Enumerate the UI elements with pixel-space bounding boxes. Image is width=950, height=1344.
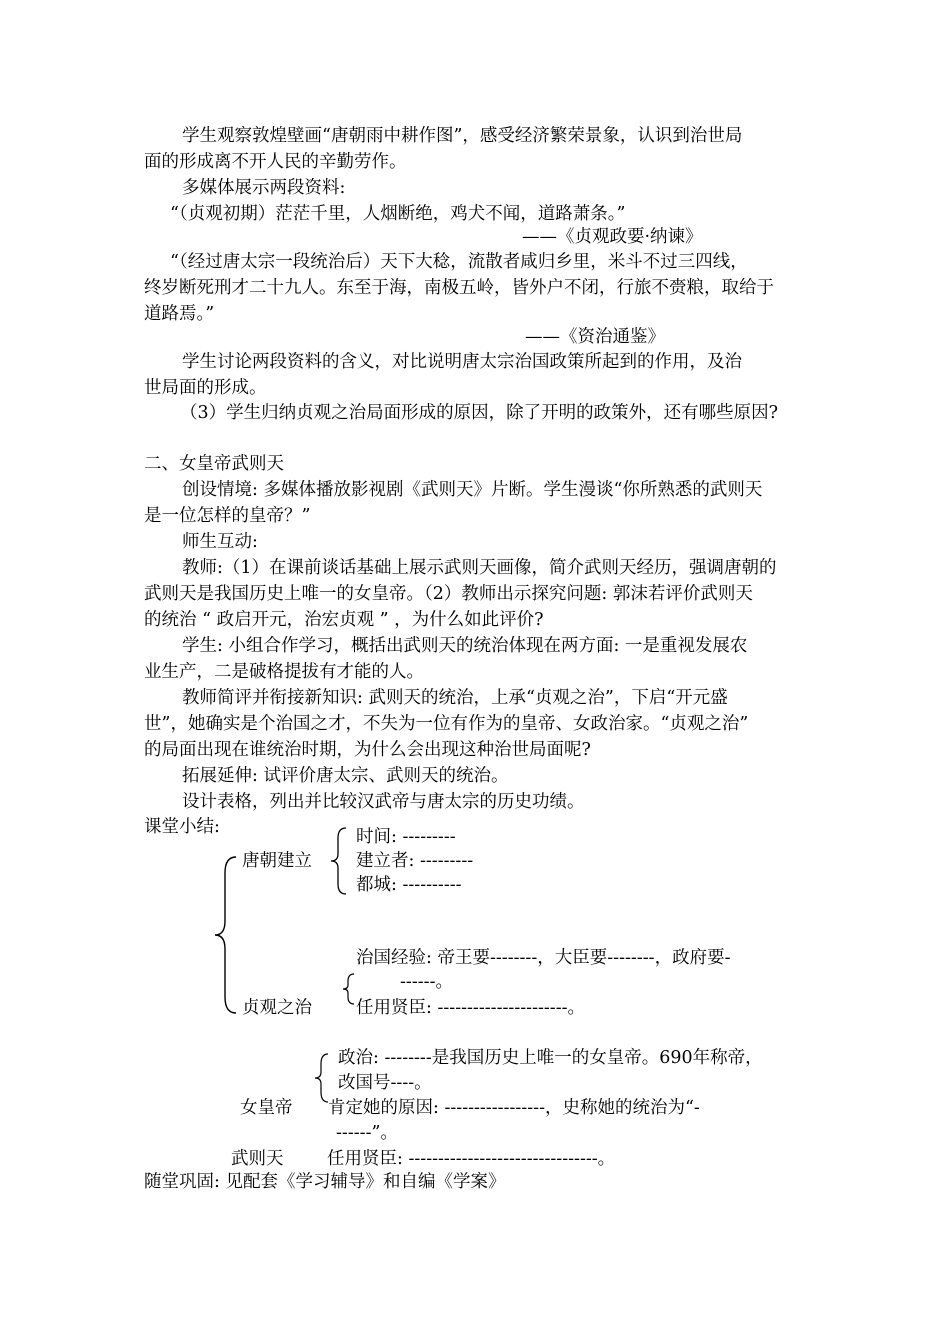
paragraph-design-table: 设计表格，列出并比较汉武帝与唐太宗的历史功绩。 (182, 792, 585, 812)
in-class-consolidation: 随堂巩固: 见配套《学习辅导》和自编《学案》 (144, 1172, 506, 1192)
quote-tang-taizong-line3: 道路焉。” (144, 304, 215, 324)
paragraph-students-line1: 学生: 小组合作学习，概括出武则天的统治体现在两方面: 一是重视发展农 (182, 636, 748, 656)
paragraph-extension: 拓展延伸: 试评价唐太宗、武则天的统治。 (182, 766, 509, 786)
paragraph-students-line2: 业生产，二是破格提拔有才能的人。 (144, 662, 424, 682)
outer-brace-icon (212, 855, 242, 1015)
paragraph-scenario-line2: 是一位怎样的皇帝？” (144, 506, 311, 526)
quote-source-zhenguan-zhengyao: ——《贞观政要·纳谏》 (522, 227, 703, 247)
paragraph-teacher-line2: 武则天是我国历史上唯一的女皇帝。（2）教师出示探究问题: 郭沫若评价武则天 (144, 584, 753, 604)
quote-tang-taizong-line2: 终岁断死刑才二十九人。东至于海，南极五岭，皆外户不闭，行旅不赍粮，取给于 (144, 278, 774, 298)
summary-affirm-line1: 肯定她的原因: -----------------，史称她的统治为“- (328, 1098, 700, 1118)
summary-politics-line2: 改国号----。 (338, 1073, 432, 1093)
quote-tang-taizong-line1: “（经过唐太宗一段统治后）天下大稔，流散者咸归乡里，米斗不过三四线， (170, 252, 748, 272)
paragraph-comment-line1: 教师简评并衔接新知识: 武则天的统治，上承“贞观之治”，下启“开元盛 (182, 688, 728, 708)
summary-governance-line2: ------。 (400, 972, 453, 992)
summary-time: 时间: --------- (356, 827, 456, 847)
summary-affirm-line2: ------”。 (336, 1123, 398, 1143)
paragraph-comment-line3: 的局面出现在谁统治时期，为什么会出现这种治世局面呢? (144, 740, 591, 760)
summary-capital: 都城: ---------- (356, 875, 462, 895)
summary-wuzetian: 武则天 (231, 1149, 284, 1169)
summary-tang-founding: 唐朝建立 (242, 851, 312, 871)
quote-source-zizhi-tongjian: ——《资治通鉴》 (525, 327, 665, 347)
summary-title: 课堂小结: (144, 817, 220, 837)
quote-zhenguan-early: “（贞观初期）茫茫千里，人烟断绝，鸡犬不闻，道路萧条。” (170, 204, 626, 224)
summary-zhenguan-rule: 贞观之治 (242, 998, 312, 1018)
summary-governance-line1: 治国经验: 帝王要--------，大臣要--------，政府要- (356, 948, 731, 968)
paragraph-multimedia: 多媒体展示两段资料: (182, 178, 346, 198)
paragraph-teacher-line3: 的统治 “ 政启开元，治宏贞观 ” ，为什么如此评价? (144, 610, 544, 630)
paragraph-teacher-line1: 教师:（1）在课前谈话基础上展示武则天画像，简介武则天经历，强调唐朝的 (182, 558, 777, 578)
summary-appoint-officials-1: 任用贤臣: ----------------------。 (356, 998, 586, 1018)
tang-founding-brace-icon (328, 826, 350, 896)
paragraph-scenario-line1: 创设情境: 多媒体播放影视剧《武则天》片断。学生漫谈“你所熟悉的武则天 (182, 480, 763, 500)
paragraph-discuss-line1: 学生讨论两段资料的含义，对比说明唐太宗治国政策所起到的作用，及治 (182, 352, 742, 372)
summary-appoint-officials-2: 任用贤臣: --------------------------------。 (327, 1149, 616, 1169)
section-heading-wuzetian: 二、女皇帝武则天 (144, 454, 284, 474)
paragraph-interaction: 师生互动: (182, 532, 258, 552)
summary-founder: 建立者: --------- (356, 851, 474, 871)
summary-female-emperor: 女皇帝 (240, 1098, 293, 1118)
summary-politics-line1: 政治: --------是我国历史上唯一的女皇帝。690年称帝， (338, 1048, 763, 1068)
paragraph-summarize-reasons: （3）学生归纳贞观之治局面形成的原因，除了开明的政策外，还有哪些原因? (180, 403, 779, 423)
paragraph-discuss-line2: 世局面的形成。 (144, 378, 267, 398)
paragraph-observe-line2: 面的形成离不开人民的辛勤劳作。 (144, 152, 407, 172)
paragraph-comment-line2: 世”，她确实是个治国之才，不失为一位有作为的皇帝、女政治家。“贞观之治” (144, 714, 749, 734)
paragraph-observe-line1: 学生观察敦煌壁画“唐朝雨中耕作图”，感受经济繁荣景象，认识到治世局 (182, 126, 743, 146)
